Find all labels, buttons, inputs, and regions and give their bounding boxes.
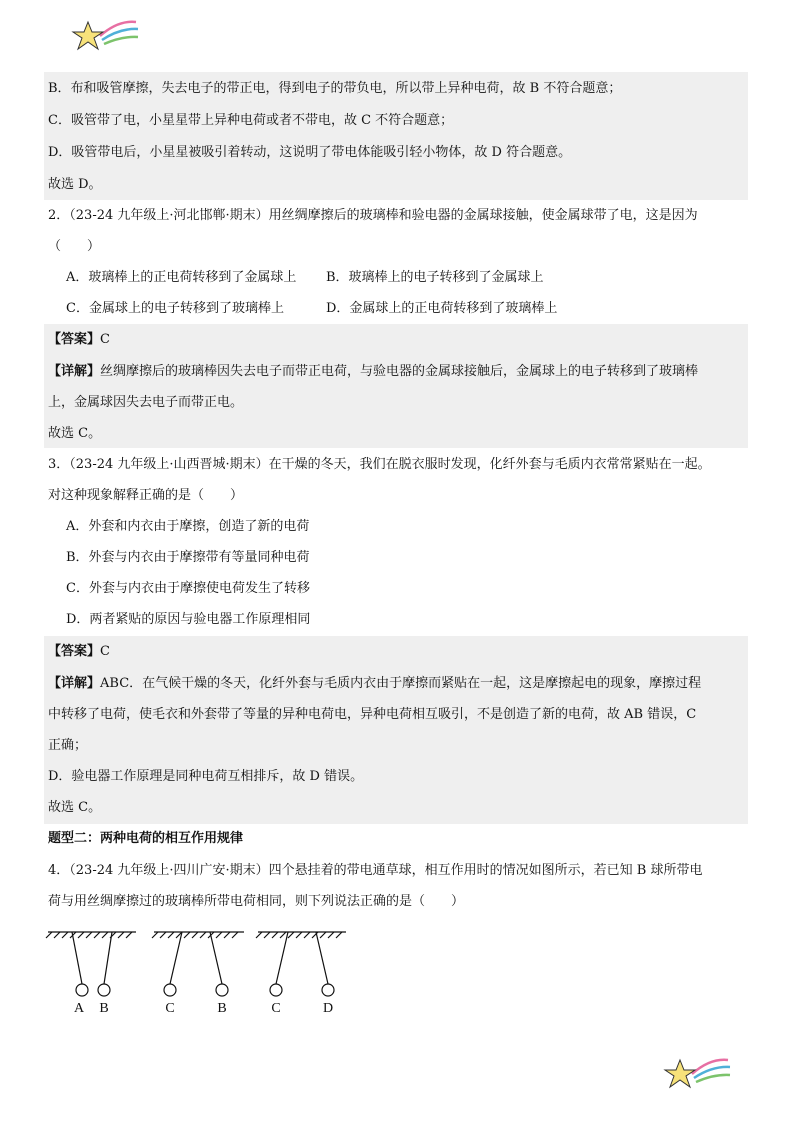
q3-detail-line-1 <box>48 675 701 693</box>
answer-tag: 【答案】 <box>48 332 101 347</box>
q2-option-d: D．金属球上的正电荷转移到了玻璃棒上 <box>326 301 558 316</box>
q3-choose: 故选 C。 <box>48 800 102 815</box>
q2-answer <box>48 331 110 349</box>
q1-explanation-d: D．吸管带电后，小星星被吸引着转动，这说明了带电体能吸引轻小物体，故 D 符合题意。 <box>48 145 572 160</box>
q4-stem-line-2: 荷与用丝绸摩擦过的玻璃棒所带电荷相同，则下列说法正确的是（ ） <box>48 894 465 909</box>
ball-label-b: B <box>99 1001 109 1016</box>
answer-tag: 【答案】 <box>48 644 101 659</box>
q1-explanation-c: C．吸管带了电，小星星带上异种电荷或者不带电，故 C 不符合题意； <box>48 113 454 128</box>
section-title: 题型二：两种电荷的相互作用规律 <box>48 831 244 846</box>
q2-option-c: C．金属球上的电子转移到了玻璃棒上 <box>66 301 284 316</box>
shooting-star-icon <box>70 16 140 58</box>
ball-label-d: D <box>322 1001 334 1016</box>
q3-option-b: B．外套与内衣由于摩擦带有等量同种电荷 <box>66 550 310 565</box>
shooting-star-icon <box>662 1054 732 1096</box>
ball-label-b: B <box>217 1001 227 1016</box>
q2-option-a: A．玻璃棒上的正电荷转移到了金属球上 <box>66 270 297 285</box>
detail-tag: 【详解】 <box>48 364 101 379</box>
q3-stem-line-1: 3．（23-24 九年级上·山西晋城·期末）在干燥的冬天，我们在脱衣服时发现，化纤外套与毛质内衣常常紧贴在一起。 <box>48 457 711 472</box>
q3-option-c: C．外套与内衣由于摩擦使电荷发生了转移 <box>66 581 310 596</box>
answer-value: C <box>100 332 110 347</box>
q3-detail-line-2: 中转移了电荷，使毛衣和外套带了等量的异种电荷电，异种电荷相互吸引，不是创造了新的电荷，故 AB 错误，C <box>48 707 697 722</box>
q3-answer-box <box>44 636 748 824</box>
ball-label-c: C <box>271 1001 281 1016</box>
detail-tag: 【详解】 <box>48 676 101 691</box>
q2-stem-line-1: 2．（23-24 九年级上·河北邯郸·期末）用丝绸摩擦后的玻璃棒和验电器的金属球接触，使金属球带了电，这是因为 <box>48 208 698 223</box>
detail-text: ABC．在气候干燥的冬天，化纤外套与毛质内衣由于摩擦而紧贴在一起，这是摩擦起电的现象，摩擦过程 <box>100 676 702 691</box>
q3-option-a: A．外套和内衣由于摩擦，创造了新的电荷 <box>66 519 310 534</box>
q3-detail-line-3: 正确； <box>48 738 88 753</box>
q2-option-b: B．玻璃棒上的电子转移到了金属球上 <box>326 270 544 285</box>
q3-answer <box>48 643 110 661</box>
detail-text: 丝绸摩擦后的玻璃棒因失去电子而带正电荷，与验电器的金属球接触后，金属球上的电子转移到了玻璃棒 <box>100 364 699 379</box>
q2-detail-line-2: 上，金属球因失去电子而带正电。 <box>48 395 244 410</box>
q2-stem-line-2: （ ） <box>48 239 101 254</box>
q1-choose: 故选 D。 <box>48 177 102 192</box>
q1-explanation-b: B．布和吸管摩擦，失去电子的带正电，得到电子的带负电，所以带上异种电荷，故 B 不符合题意； <box>48 81 622 96</box>
ball-label-a: A <box>73 1001 85 1016</box>
q3-option-d: D．两者紧贴的原因与验电器工作原理相同 <box>66 612 311 627</box>
q4-stem-line-1: 4．（23-24 九年级上·四川广安·期末）四个悬挂着的带电通草球，相互作用时的情况如图所示，若已知 B 球所带电 <box>48 863 703 878</box>
answer-value: C <box>100 644 110 659</box>
q3-stem-line-2: 对这种现象解释正确的是（ ） <box>48 488 244 503</box>
q2-choose: 故选 C。 <box>48 426 102 441</box>
q3-detail-line-4: D．验电器工作原理是同种电荷互相排斥，故 D 错误。 <box>48 769 364 784</box>
ball-label-c: C <box>165 1001 175 1016</box>
pith-ball-diagram <box>44 924 354 1020</box>
q2-detail-line-1 <box>48 363 698 381</box>
q2-answer-box <box>44 324 748 448</box>
